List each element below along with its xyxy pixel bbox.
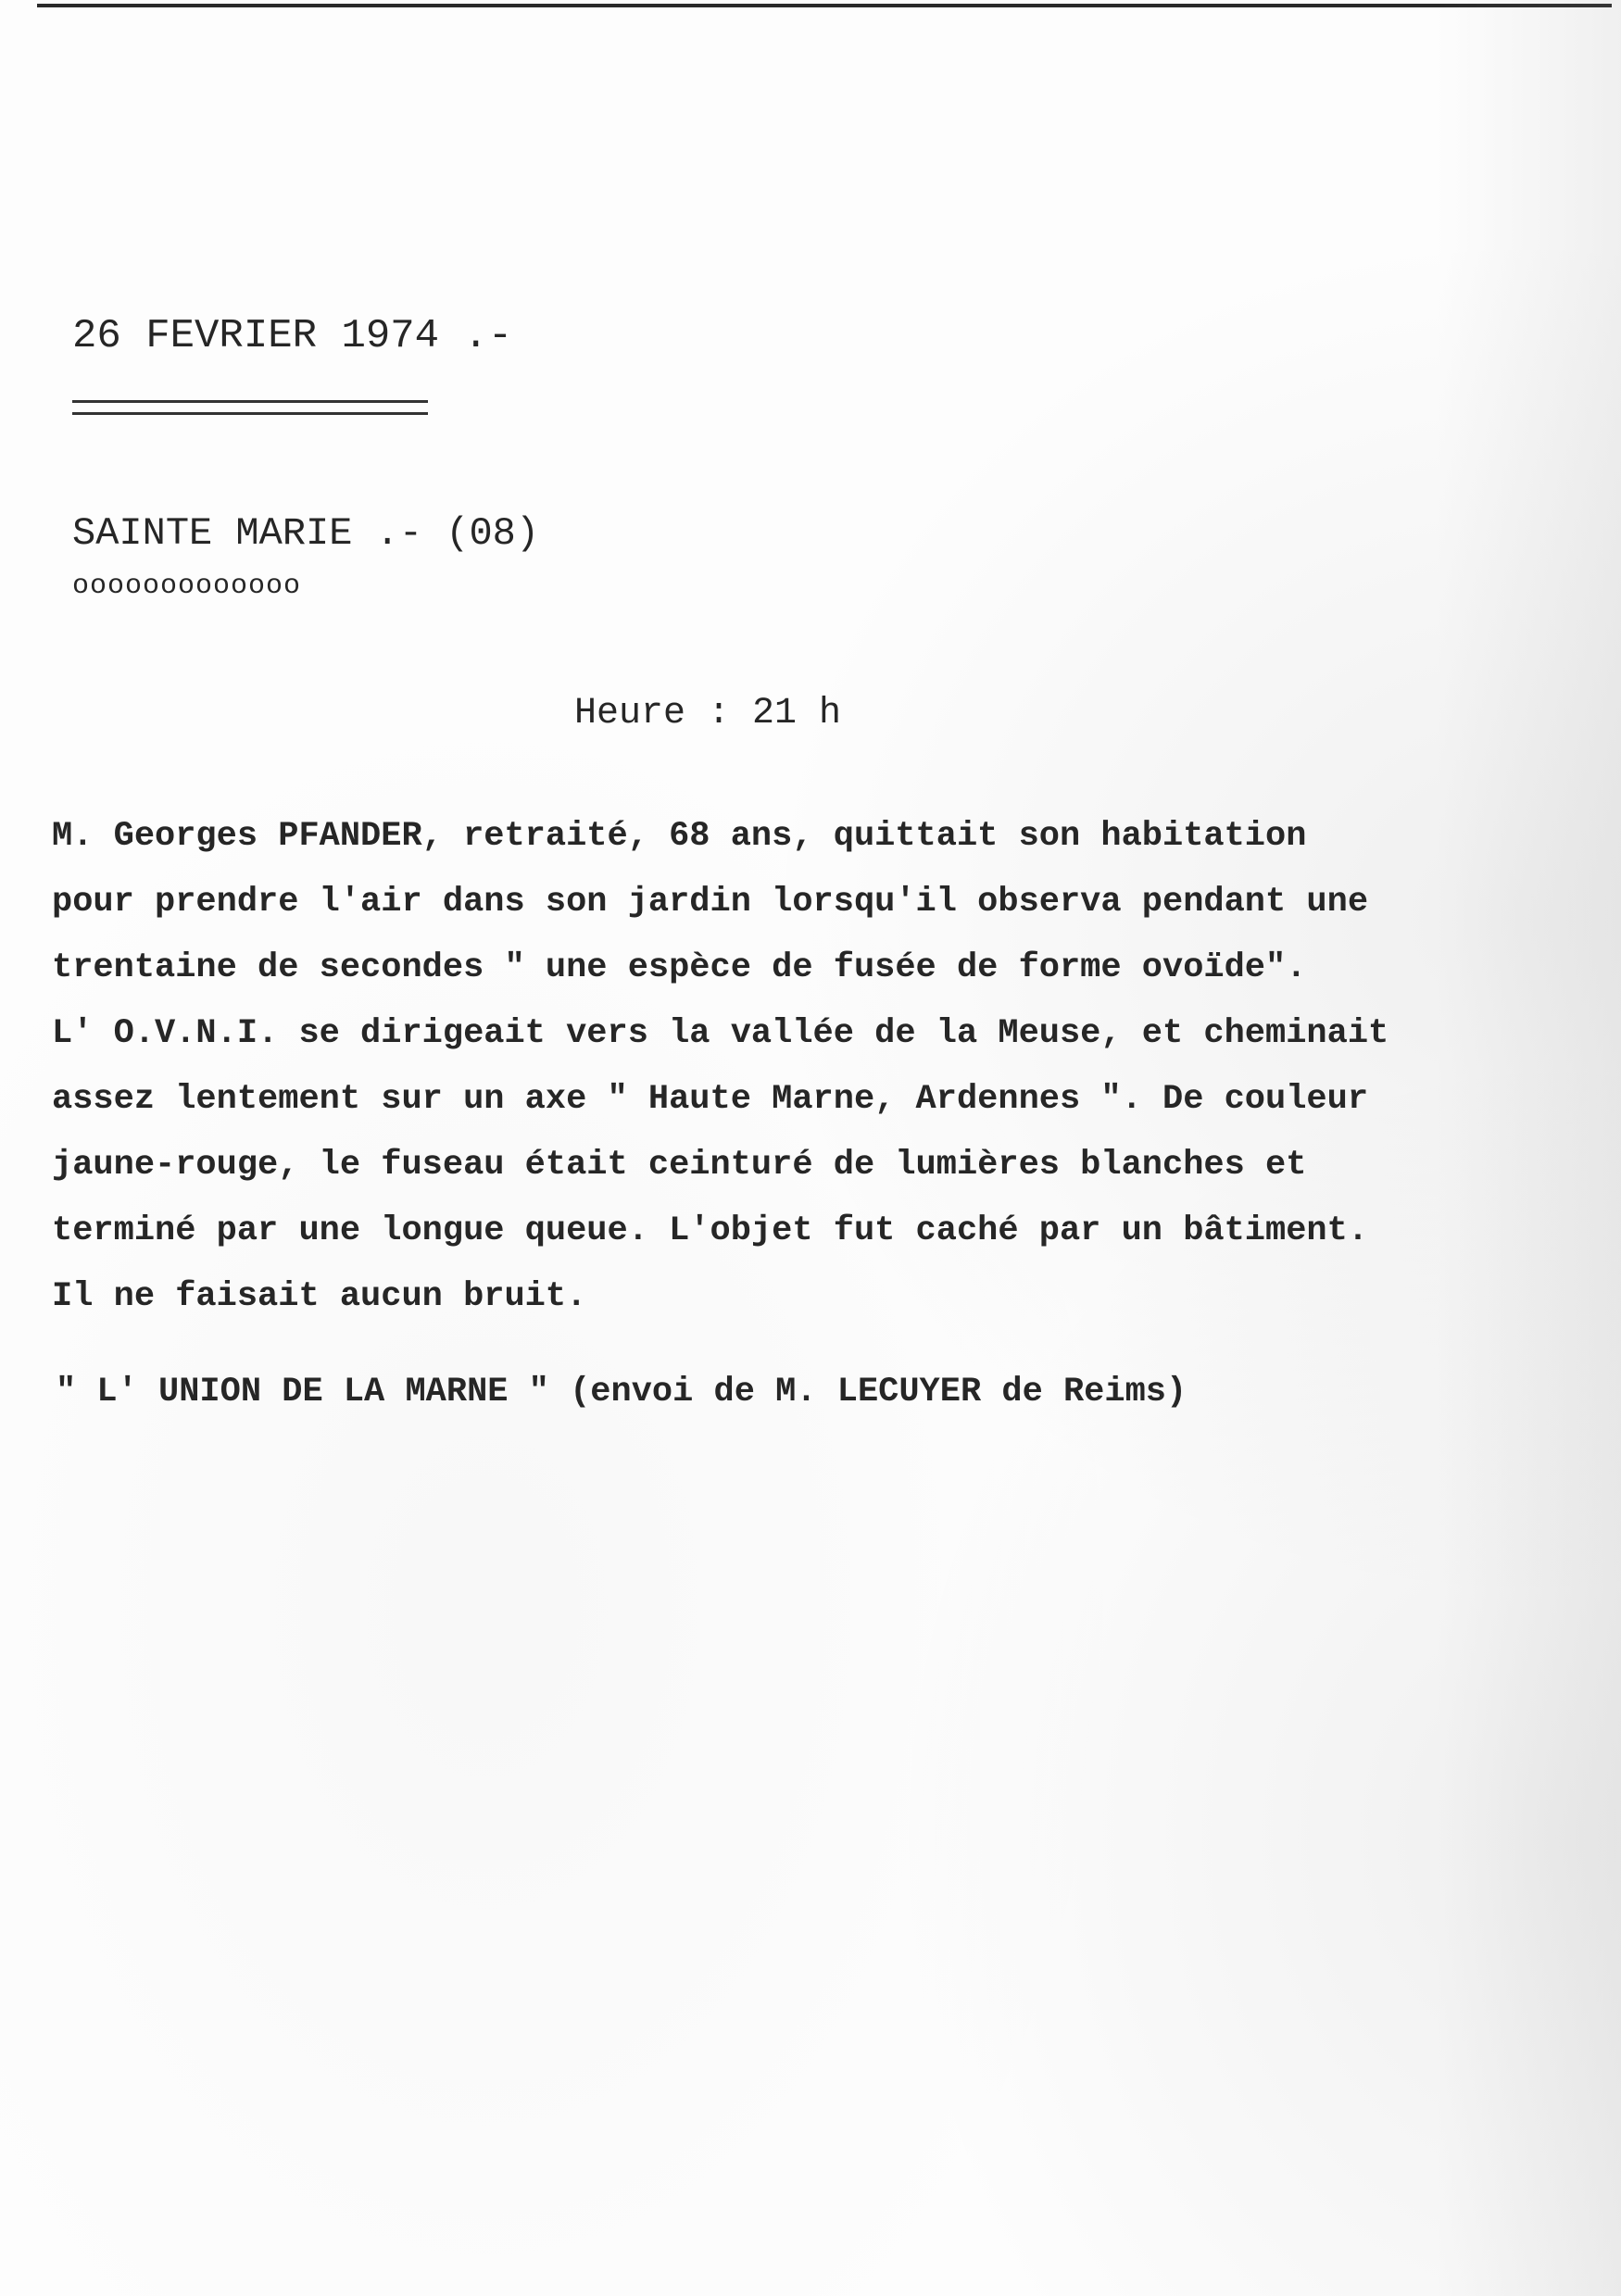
body-line: assez lentement sur un axe " Haute Marne, Ardennes ". De couleur <box>52 1080 1369 1119</box>
body-line: Il ne faisait aucun bruit. <box>52 1277 587 1316</box>
report-location: SAINTE MARIE .- (08) <box>72 511 540 556</box>
body-line: M. Georges PFANDER, retraité, 68 ans, quittait son habitation <box>52 817 1307 856</box>
report-body <box>52 804 1497 1330</box>
location-underline: ooooooooooooo <box>72 571 302 602</box>
report-date: 26 FEVRIER 1974 .- <box>72 313 513 359</box>
body-line: L' O.V.N.I. se dirigeait vers la vallée de la Meuse, et cheminait <box>52 1014 1389 1053</box>
body-line: jaune-rouge, le fuseau était ceinturé de lumières blanches et <box>52 1146 1307 1185</box>
source-citation: " L' UNION DE LA MARNE " (envoi de M. LECUYER de Reims) <box>56 1373 1187 1411</box>
date-double-underline <box>72 400 428 415</box>
report-time: Heure : 21 h <box>574 693 842 734</box>
top-border-line <box>37 4 1612 7</box>
body-line: pour prendre l'air dans son jardin lorsqu'il observa pendant une <box>52 883 1369 922</box>
body-line: terminé par une longue queue. L'objet fut caché par un bâtiment. <box>52 1211 1369 1250</box>
body-line: trentaine de secondes " une espèce de fusée de forme ovoïde". <box>52 948 1307 987</box>
